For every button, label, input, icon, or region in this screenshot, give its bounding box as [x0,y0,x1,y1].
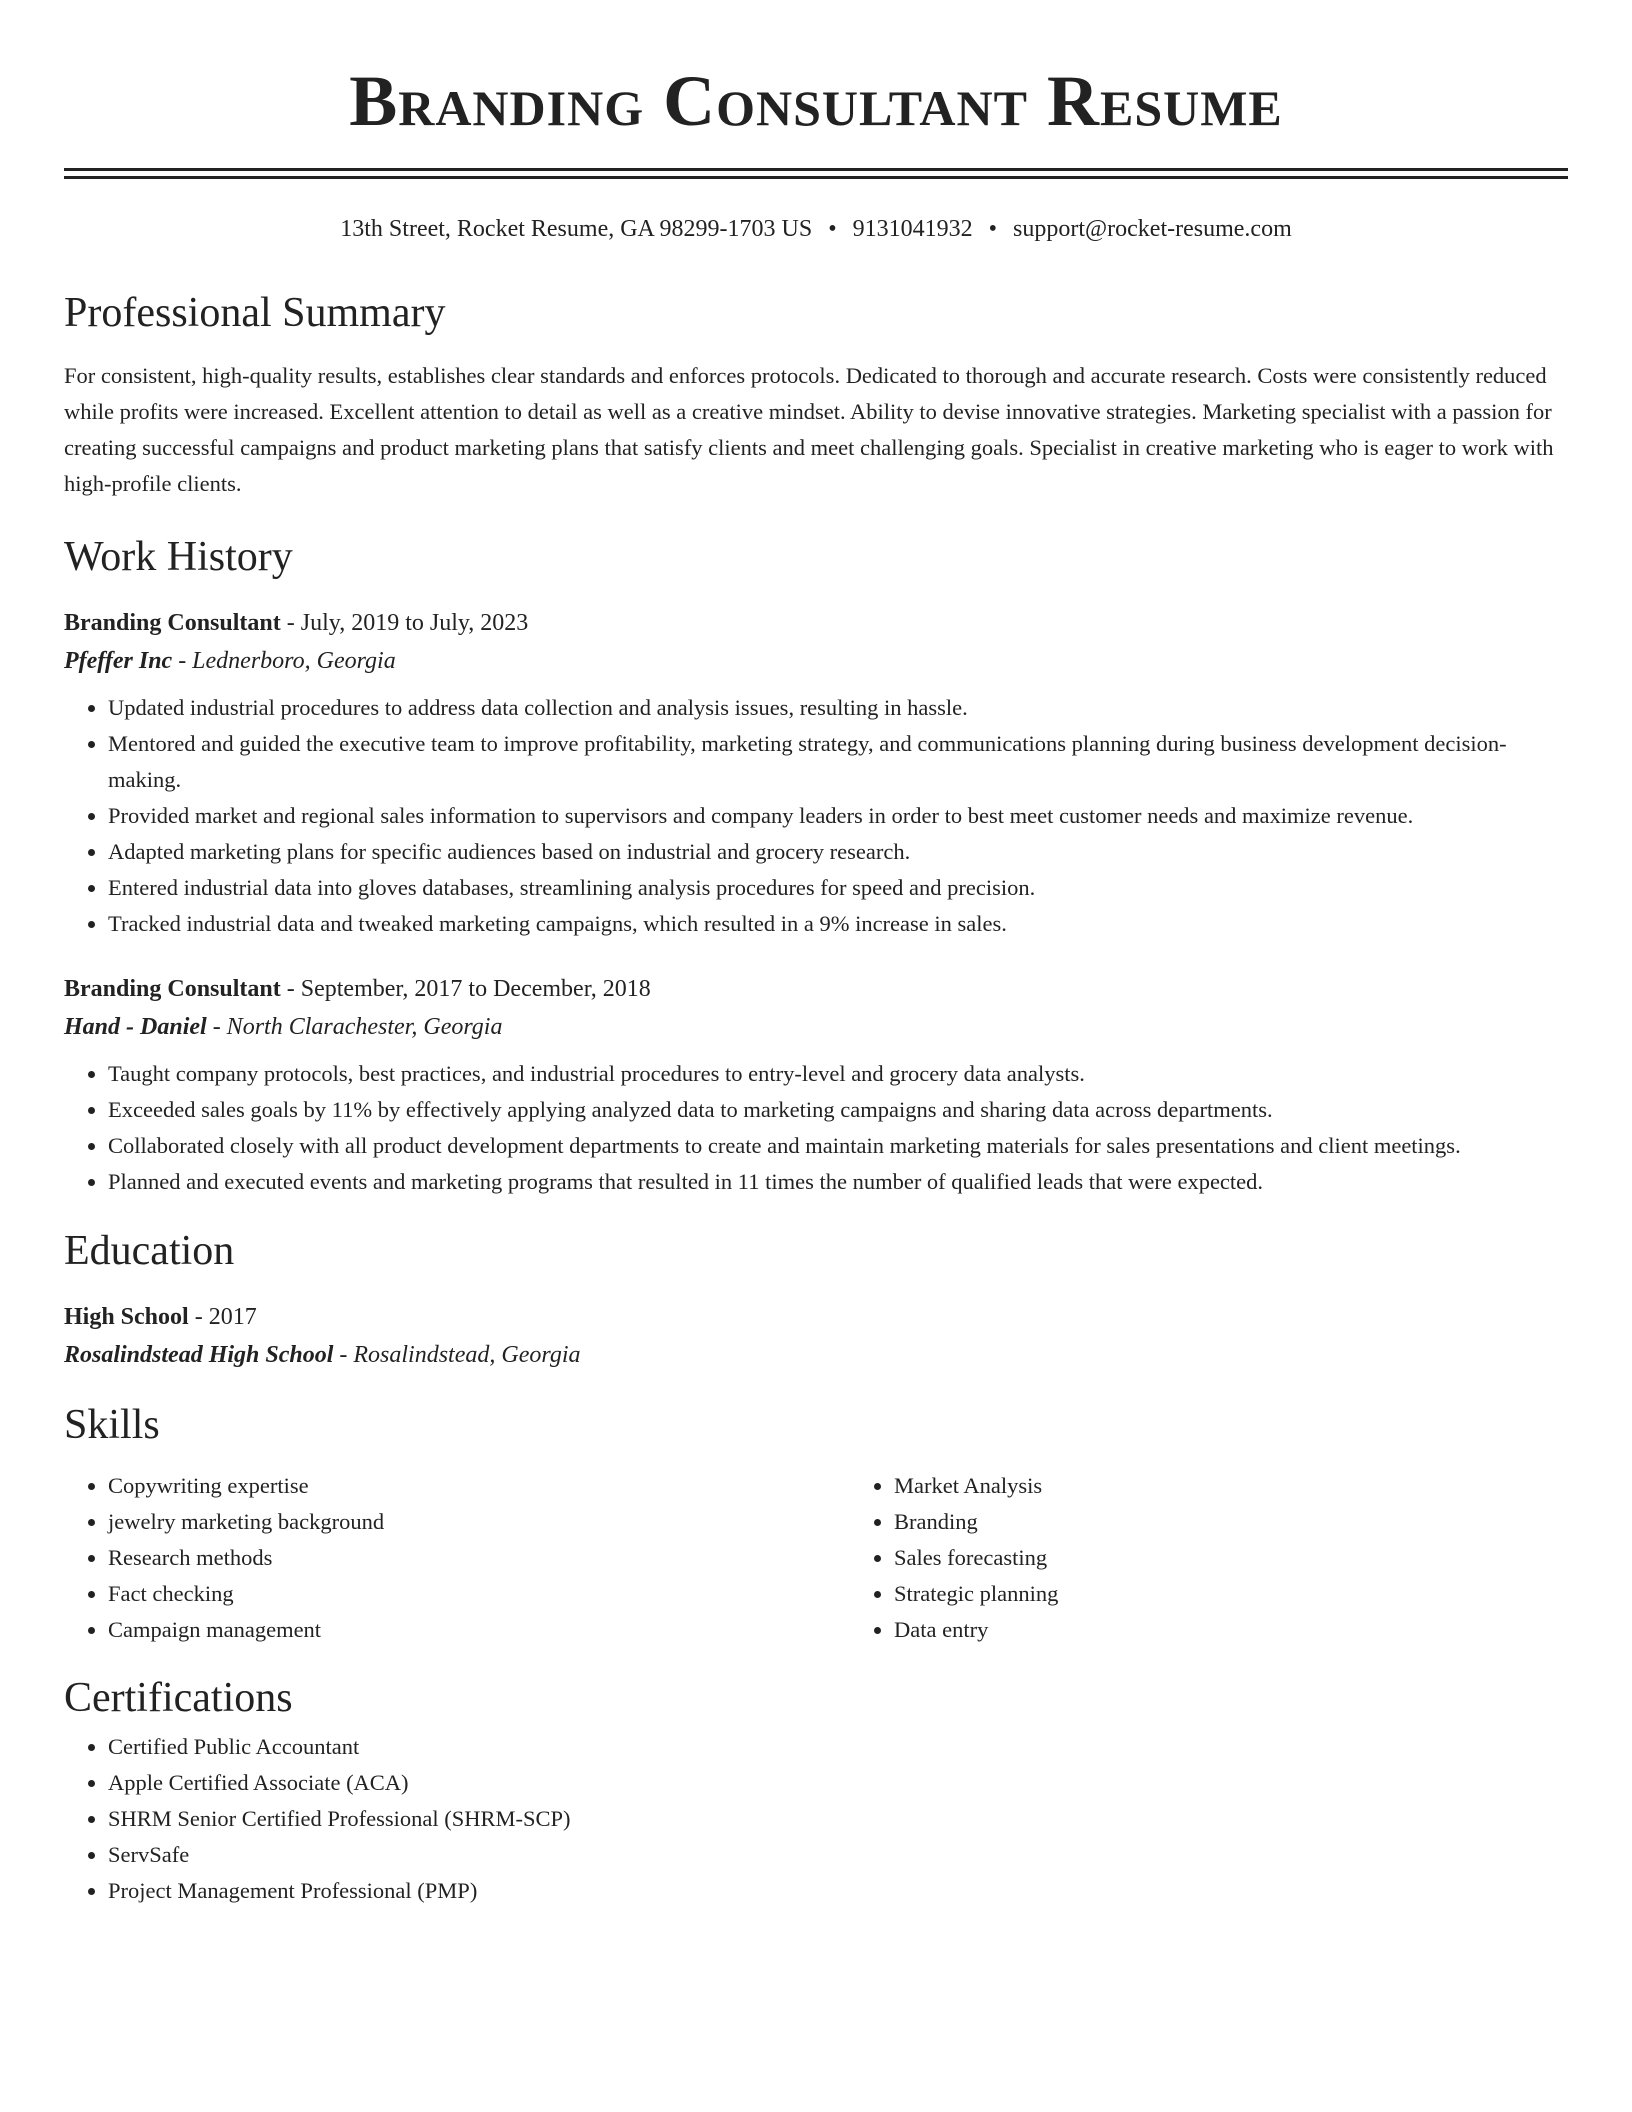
job-dates: - July, 2019 to July, 2023 [280,610,529,636]
job-title: Branding Consultant [64,610,281,636]
list-item: • Planned and executed events and marketing programs that resulted in 11 times the number of qualified leads that were expected. [108,1164,1568,1200]
education-year: - 2017 [188,1304,257,1330]
list-item: • SHRM Senior Certified Professional (SHRM-SCP) [108,1801,1568,1837]
education-location: - Rosalindstead, Georgia [333,1342,581,1368]
separator: • [988,216,998,242]
list-item: • Market Analysis [894,1468,1568,1504]
section-heading-certifications: Certifications [64,1675,293,1721]
section-heading-education: Education [64,1228,235,1274]
skills-list-left [64,1468,850,1648]
list-item: • Entered industrial data into gloves databases, streamlining analysis procedures for speed and precision. [108,870,1568,906]
education-degree: High School [64,1304,189,1330]
job-entry [64,970,1568,1200]
list-item: • Exceeded sales goals by 11% by effectively applying analyzed data to marketing campaigns and sharing data across departments. [108,1092,1568,1128]
list-item: • Research methods [108,1540,850,1576]
list-item: • Certified Public Accountant [108,1729,1568,1765]
job-location: - Lednerboro, Georgia [172,648,396,674]
contact-phone: 9131041932 [852,216,973,242]
separator: • [828,216,837,242]
contact-line [64,217,1568,241]
list-item: • Copywriting expertise [108,1468,850,1504]
list-item: • Strategic planning [894,1576,1568,1612]
list-item: • Sales forecasting [894,1540,1568,1576]
list-item: • Apple Certified Associate (ACA) [108,1765,1568,1801]
job-title: Branding Consultant [64,976,281,1002]
skills-list-right [850,1468,1568,1648]
page-title: Branding Consultant Resume [349,61,1283,141]
list-item: • ServSafe [108,1837,1568,1873]
list-item: • Branding [894,1504,1568,1540]
list-item: • Mentored and guided the executive team to improve profitability, marketing strategy, and communications planning during business development decision-making. [108,726,1568,798]
list-item: • Collaborated closely with all product development departments to create and maintain marketing materials for sales presentations and client meetings. [108,1128,1568,1164]
job-title-line [64,970,1568,1008]
job-bullets [64,1056,1568,1200]
list-item: • Fact checking [108,1576,850,1612]
list-item: • Project Management Professional (PMP) [108,1873,1568,1909]
education-school: Rosalindstead High School [64,1342,334,1368]
summary-text: For consistent, high-quality results, establishes clear standards and enforces protocols. Dedicated to thorough and accurate research. Costs were consistently reduced while profits were increased. Excellent attention to detail as well as a creative mindset. Ability to devise innovative strategies. Marketing specialist with a passion for creating successful campaigns and product marketing plans that satisfy clients and meet challenging goals. Specialist in creative marketing who is eager to work with high-profile clients. [64,363,1554,496]
title-rule-bottom [64,176,1568,179]
job-company-line [64,1008,1568,1046]
list-item: • Tracked industrial data and tweaked marketing campaigns, which resulted in a 9% increase in sales. [108,906,1568,942]
job-company: Hand - Daniel [64,1014,207,1040]
list-item: • jewelry marketing background [108,1504,850,1540]
list-item: • Adapted marketing plans for specific audiences based on industrial and grocery research. [108,834,1568,870]
section-heading-work-history: Work History [64,534,293,580]
list-item: • Updated industrial procedures to address data collection and analysis issues, resulting in hassle. [108,690,1568,726]
list-item: • Provided market and regional sales information to supervisors and company leaders in order to best meet customer needs and maximize revenue. [108,798,1568,834]
job-bullets [64,690,1568,942]
education-degree-line [64,1298,1568,1336]
job-company-line [64,642,1568,680]
list-item: • Data entry [894,1612,1568,1648]
list-item: • Campaign management [108,1612,850,1648]
education-entry [64,1298,1568,1374]
section-heading-summary: Professional Summary [64,290,446,336]
skills-columns [64,1468,1568,1648]
certifications-list [64,1729,1568,1909]
title-rule-top [64,168,1568,171]
education-school-line [64,1336,1568,1374]
job-company: Pfeffer Inc [64,648,173,674]
job-dates: - September, 2017 to December, 2018 [280,976,651,1002]
section-heading-skills: Skills [64,1402,160,1448]
list-item: • Taught company protocols, best practices, and industrial procedures to entry-level and grocery data analysts. [108,1056,1568,1092]
job-title-line [64,604,1568,642]
job-location: - North Clarachester, Georgia [206,1014,503,1040]
contact-address: 13th Street, Rocket Resume, GA 98299-1703 US [340,216,813,242]
job-entry [64,604,1568,942]
contact-email[interactable]: support@rocket-resume.com [1013,216,1292,242]
